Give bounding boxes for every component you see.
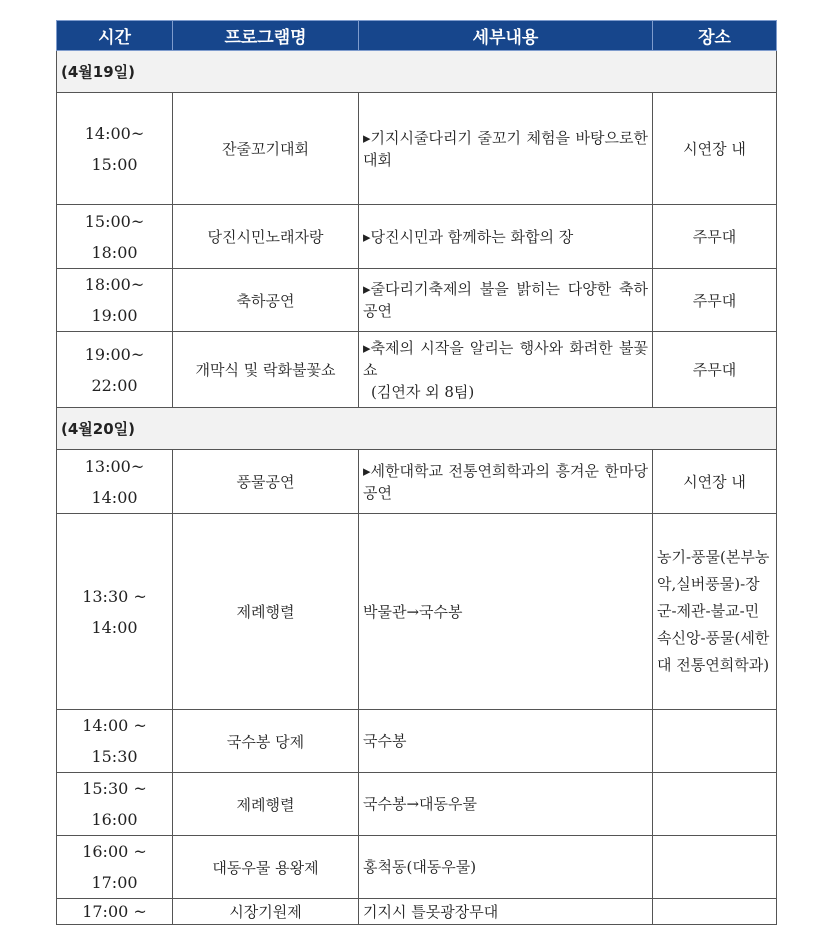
place-cell (653, 899, 777, 925)
program-cell: 제례행렬 (173, 514, 359, 710)
place-cell: 시연장 내 (653, 93, 777, 205)
detail-cell: ▸세한대학교 전통연희학과의 흥겨운 한마당 공연 (359, 450, 653, 514)
table-row (57, 93, 777, 205)
day1-section-row (57, 51, 777, 93)
time-cell: 14:00~ 15:00 (57, 93, 173, 205)
program-cell: 개막식 및 락화불꽃쇼 (173, 332, 359, 408)
day1-label: (4월19일) (57, 51, 777, 93)
program-cell: 풍물공연 (173, 450, 359, 514)
table-row (57, 836, 777, 899)
time-cell: 15:30 ~ 16:00 (57, 773, 173, 836)
program-cell: 당진시민노래자랑 (173, 205, 359, 269)
time-cell: 13:00~ 14:00 (57, 450, 173, 514)
header-details: 세부내용 (359, 21, 653, 51)
header-row (57, 21, 777, 51)
event-schedule-table (56, 20, 777, 925)
time-cell: 18:00~ 19:00 (57, 269, 173, 332)
detail-cell: 박물관→국수봉 (359, 514, 653, 710)
time-cell: 17:00 ~ (57, 899, 173, 925)
detail-cell: 기지시 틀못광장무대 (359, 899, 653, 925)
header-time: 시간 (57, 21, 173, 51)
program-cell: 시장기원제 (173, 899, 359, 925)
detail-cell: 국수봉→대동우물 (359, 773, 653, 836)
time-cell: 13:30 ~ 14:00 (57, 514, 173, 710)
day2-section-row (57, 408, 777, 450)
detail-cell: 국수봉 (359, 710, 653, 773)
table-row (57, 332, 777, 408)
program-cell: 제례행렬 (173, 773, 359, 836)
detail-cell: ▸당진시민과 함께하는 화합의 장 (359, 205, 653, 269)
place-cell (653, 773, 777, 836)
place-cell: 주무대 (653, 205, 777, 269)
program-cell: 국수봉 당제 (173, 710, 359, 773)
place-cell (653, 836, 777, 899)
program-cell: 축하공연 (173, 269, 359, 332)
place-cell (653, 710, 777, 773)
table-row (57, 205, 777, 269)
program-cell: 잔줄꼬기대회 (173, 93, 359, 205)
table-row (57, 710, 777, 773)
day2-label: (4월20일) (57, 408, 777, 450)
detail-cell: ▸줄다리기축제의 불을 밝히는 다양한 축하공연 (359, 269, 653, 332)
program-cell: 대동우물 용왕제 (173, 836, 359, 899)
time-cell: 14:00 ~ 15:30 (57, 710, 173, 773)
time-cell: 15:00~ 18:00 (57, 205, 173, 269)
detail-cell: ▸축제의 시작을 알리는 행사와 화려한 불꽃쇼 (김연자 외 8팀) (359, 332, 653, 408)
place-cell: 주무대 (653, 332, 777, 408)
detail-sub: (김연자 외 8팀) (371, 382, 475, 401)
time-cell: 19:00~ 22:00 (57, 332, 173, 408)
time-cell: 16:00 ~ 17:00 (57, 836, 173, 899)
table-row (57, 899, 777, 925)
detail-cell: 홍척동(대동우물) (359, 836, 653, 899)
table-row (57, 269, 777, 332)
header-place: 장소 (653, 21, 777, 51)
place-cell: 시연장 내 (653, 450, 777, 514)
place-cell: 농기-풍물(본부농악,실버풍물)-장군-제관-불교-민속신앙-풍물(세한대 전통연희학과) (653, 514, 777, 710)
table-row (57, 450, 777, 514)
place-cell: 주무대 (653, 269, 777, 332)
table-row (57, 514, 777, 710)
detail-cell: ▸기지시줄다리기 줄꼬기 체험을 바탕으로한 대회 (359, 93, 653, 205)
header-program: 프로그램명 (173, 21, 359, 51)
table-row (57, 773, 777, 836)
